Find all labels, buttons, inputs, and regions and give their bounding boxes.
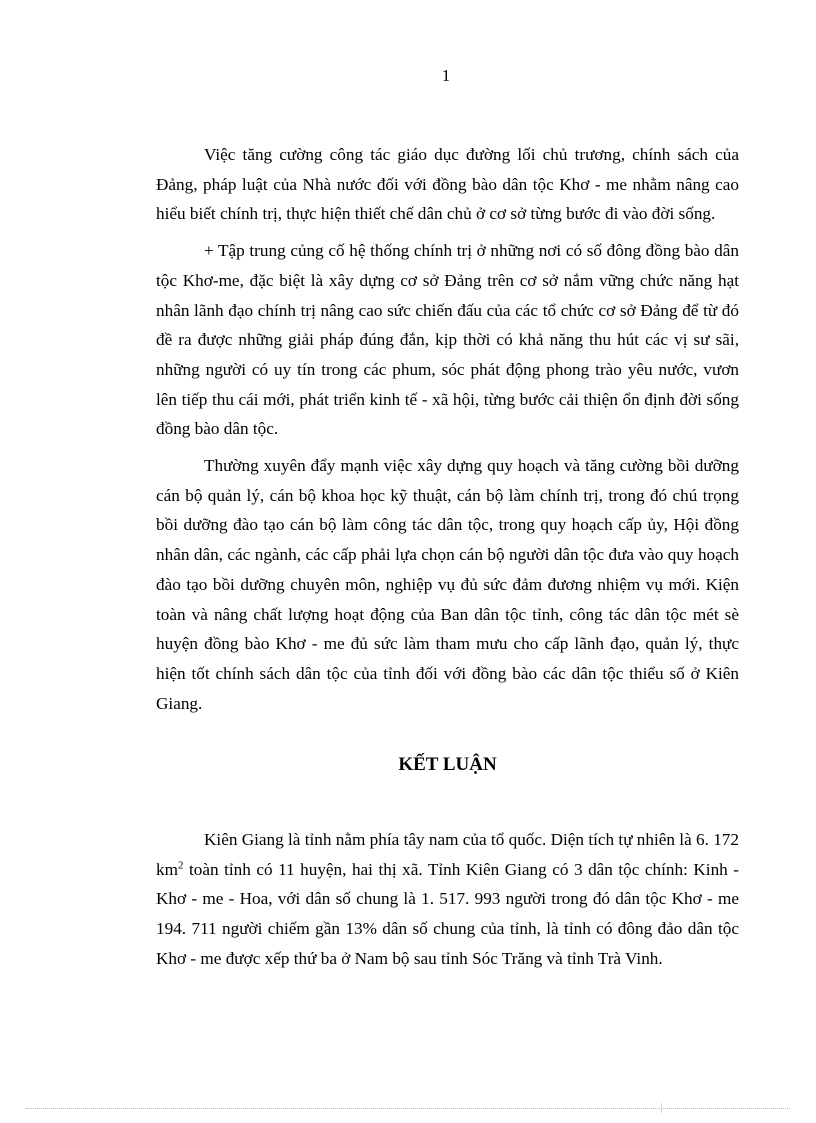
- conclusion-heading: KẾT LUẬN: [398, 754, 497, 775]
- conclusion-section: [156, 825, 739, 974]
- paragraph-education: Việc tăng cường công tác giáo dục đường lối chủ trương, chính sách của Đảng, pháp luật của Nhà nước đối với đồng bào dân tộc Khơ - me nhằm nâng cao hiểu biết chính trị, thực hiện thiết chế dân chủ ở cơ sở từng bước đi vào đời sống.: [156, 145, 739, 224]
- footer-tick-mark: [661, 1103, 662, 1113]
- conclusion-text-rest: toàn tỉnh có 11 huyện, hai thị xã. Tỉnh Kiên Giang có 3 dân tộc chính: Kinh - Khơ - me - Hoa, với dân số chung là 1. 517. 993 người trong đó dân tộc Khơ - me 194. 711 người chiếm gần 13% dân số chung của tỉnh, là tỉnh có đông đảo dân tộc Khơ - me được xếp thứ ba ở Nam bộ sau tỉnh Sóc Trăng và tỉnh Trà Vinh.: [156, 859, 739, 968]
- paragraph-conclusion: [156, 825, 739, 974]
- area-unit-superscript: 2: [177, 858, 184, 871]
- conclusion-heading-block: [156, 750, 739, 780]
- paragraph-political-system: + Tập trung củng cố hệ thống chính trị ở những nơi có số đông đồng bào dân tộc Khơ-me, đặc biệt là xây dựng cơ sở Đảng trên cơ sở nắm vững chức năng hạt nhân lãnh đạo chính trị nâng cao sức chiến đấu của các tổ chức cơ sở Đảng để từ đó đề ra được những giải pháp đúng đắn, kịp thời có khả năng thu hút các vị sư sãi, những người có uy tín trong các phum, sóc phát động phong trào yêu nước, vươn lên tiếp thu cái mới, phát triển kinh tế - xã hội, từng bước cải thiện ổn định đời sống đồng bào dân tộc.: [156, 241, 739, 439]
- paragraph-cadre-training: Thường xuyên đẩy mạnh việc xây dựng quy hoạch và tăng cường bồi dưỡng cán bộ quản lý, cán bộ khoa học kỹ thuật, cán bộ làm chính trị, trong đó chú trọng bồi dưỡng đào tạo cán bộ làm công tác dân tộc, trong quy hoạch cấp ủy, Hội đồng nhân dân, các ngành, các cấp phải lựa chọn cán bộ người dân tộc đưa vào quy hoạch đào tạo bồi dưỡng chuyên môn, nghiệp vụ đủ sức đảm đương nhiệm vụ mới. Kiện toàn và nâng chất lượng hoạt động của Ban dân tộc tỉnh, công tác dân tộc mét sè huyện đồng bào Khơ - me đủ sức làm tham mưu cho cấp lãnh đạo, quản lý, thực hiện tốt chính sách dân tộc của tỉnh đối với đồng bào các dân tộc thiểu số ở Kiên Giang.: [156, 456, 739, 713]
- footer-dotted-rule: [26, 1108, 790, 1109]
- page-number: 1: [441, 66, 451, 85]
- body-section-top: [156, 140, 739, 718]
- conclusion-text-start: Kiên Giang là tỉnh nằm phía tây nam của tổ quốc. Diện tích tự nhiên là 6. 172 km: [156, 830, 739, 879]
